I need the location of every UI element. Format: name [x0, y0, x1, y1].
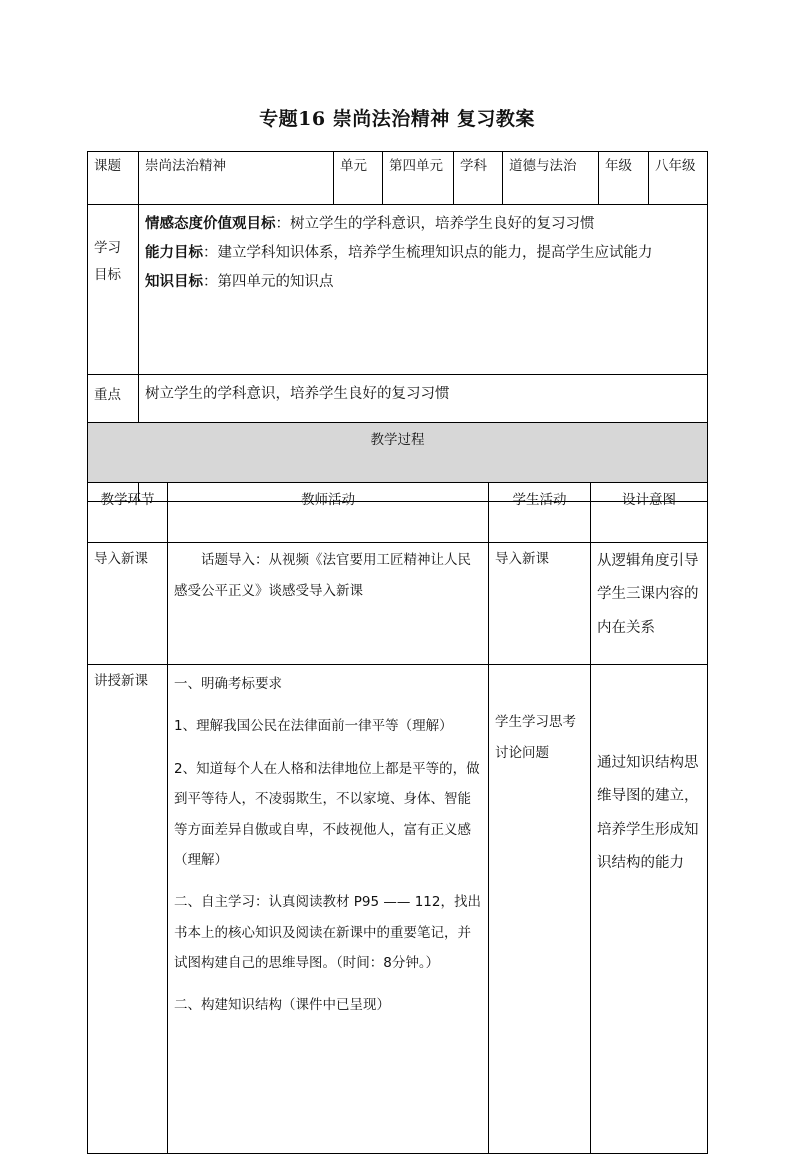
- page-title: 专题16 崇尚法治精神 复习教案: [259, 108, 535, 130]
- knowledge-goal: [145, 273, 701, 291]
- goals-label: [88, 205, 139, 375]
- topic-value: 崇尚法治精神: [139, 152, 334, 205]
- key-point-label: 重点: [88, 375, 139, 438]
- lesson-row: [88, 665, 708, 1154]
- process-header: 教学过程: [88, 423, 708, 483]
- key-point-text: 树立学生的学科意识，培养学生良好的复习习惯: [139, 375, 708, 438]
- goals-label-bottom: 目标: [94, 267, 121, 283]
- column-header-row: [88, 483, 708, 543]
- intro-stage: 导入新课: [88, 543, 168, 665]
- col-stage: 教学环节: [88, 483, 168, 543]
- topic-label: 课题: [88, 152, 139, 205]
- teacher-item: 二、构建知识结构（课件中已呈现）: [174, 997, 390, 1014]
- teacher-item: 2、知道每个人在人格和法律地位上都是平等的，做到平等待人，不凌弱欺生，不以家境、身体、智能等方面差异自傲或自卑，不歧视他人，富有正义感（理解）: [174, 760, 480, 868]
- ability-goal-text: ：建立学科知识体系，培养学生梳理知识点的能力，提高学生应试能力: [203, 245, 653, 262]
- teacher-item: 一、明确考标要求: [174, 676, 282, 692]
- intro-teacher: 话题导入：从视频《法官要用工匠精神让人民感受公平正义》谈感受导入新课: [168, 543, 489, 665]
- unit-value: 第四单元: [383, 152, 454, 205]
- ability-goal: [145, 244, 701, 262]
- subject-label: 学科: [454, 152, 503, 205]
- goals-content: [139, 205, 708, 375]
- emotion-goal-label: 情感态度价值观目标: [145, 216, 276, 232]
- goals-row: [88, 205, 708, 375]
- lesson-stage: 讲授新课: [88, 665, 168, 1154]
- lesson-teacher: [168, 665, 489, 1154]
- intro-student: 导入新课: [489, 543, 591, 665]
- col-student: 学生活动: [489, 483, 591, 543]
- lesson-student: 学生学习思考讨论问题: [489, 665, 591, 1154]
- ability-goal-label: 能力目标: [145, 245, 203, 262]
- grade-value: 八年级: [649, 152, 708, 205]
- intro-row: [88, 543, 708, 665]
- unit-label: 单元: [334, 152, 383, 205]
- teacher-item: 1、理解我国公民在法律面前一律平等（理解）: [174, 718, 453, 735]
- process-header-row: [88, 423, 708, 483]
- intro-intent: 从逻辑角度引导学生三课内容的内在关系: [591, 543, 708, 665]
- grade-label: 年级: [599, 152, 649, 205]
- emotion-goal: [145, 215, 701, 233]
- subject-value: 道德与法治: [503, 152, 599, 205]
- knowledge-goal-text: ：第四单元的知识点: [203, 274, 334, 291]
- lesson-intent: 通过知识结构思维导图的建立，培养学生形成知识结构的能力: [591, 665, 708, 1154]
- info-row: [88, 152, 708, 205]
- teacher-item: 二、自主学习：认真阅读教材 P95 —— 112，找出书本上的核心知识及阅读在新课中的重要笔记，并试图构建自己的思维导图。（时间：8分钟。）: [174, 894, 481, 971]
- col-intent: 设计意图: [591, 483, 708, 543]
- goals-label-top: 学习: [94, 240, 121, 256]
- col-teacher: 教师活动: [168, 483, 489, 543]
- emotion-goal-text: ：树立学生的学科意识，培养学生良好的复习习惯: [275, 216, 595, 232]
- knowledge-goal-label: 知识目标: [145, 274, 203, 291]
- teaching-process-table: [87, 422, 708, 1154]
